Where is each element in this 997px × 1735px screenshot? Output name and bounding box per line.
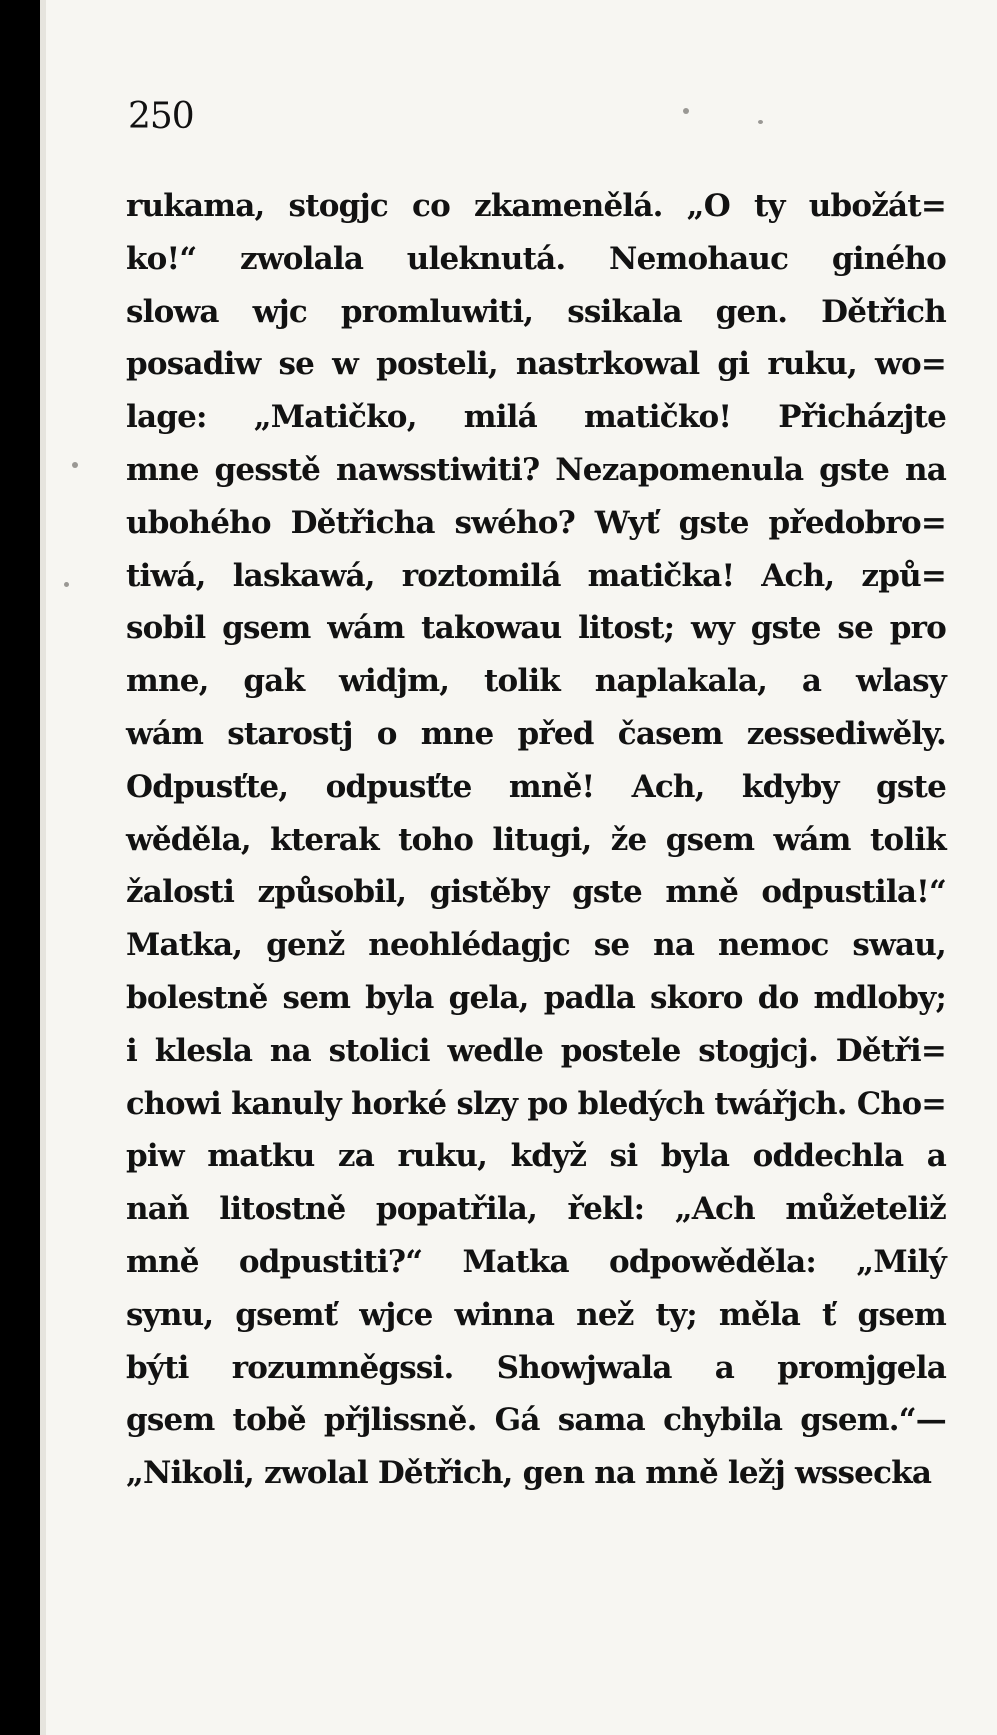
text-line: lage: „Matičko, milá matičko! Přicházjte	[126, 399, 946, 436]
book-page	[40, 0, 997, 1735]
text-line: synu, gsemť wjce winna než ty; měla ť gsem	[126, 1296, 946, 1333]
text-line: slowa wjc promluwiti, ssikala gen. Dětřich	[126, 293, 946, 330]
body-text	[126, 180, 946, 1500]
text-line: „Nikoli, zwolal Dětřich, gen na mně ležj wssecka	[126, 1455, 932, 1492]
text-line: chowi kanuly horké slzy po bledých twářjch. Cho=	[126, 1085, 946, 1122]
text-line: gsem tobě přjlissně. Gá sama chybila gsem.“—	[126, 1402, 946, 1439]
page-gutter	[40, 0, 46, 1735]
text-line: mně odpustiti?“ Matka odpowěděla: „Milý	[126, 1243, 946, 1280]
text-line: posadiw se w posteli, nastrkowal gi ruku, wo=	[126, 346, 946, 383]
page-number: 250	[128, 96, 194, 137]
text-line: ubohého Dětřicha swého? Wyť gste předobro=	[126, 504, 946, 541]
text-line: tiwá, laskawá, roztomilá matička! Ach, způ=	[126, 557, 946, 594]
text-line: wám starostj o mne před časem zessediwěly.	[126, 715, 946, 752]
page-blemish	[683, 108, 689, 114]
text-line: wěděla, kterak toho litugi, že gsem wám tolik	[126, 821, 946, 858]
text-line: i klesla na stolici wedle postele stogjcj. Dětři=	[126, 1032, 946, 1069]
page-blemish	[758, 120, 763, 124]
text-line: naň litostně popatřila, řekl: „Ach můžeteliž	[126, 1191, 946, 1228]
text-line: mne gesstě nawsstiwiti? Nezapomenula gste na	[126, 451, 946, 488]
page-blemish	[72, 462, 78, 468]
text-line: Odpusťte, odpusťte mně! Ach, kdyby gste	[126, 768, 946, 805]
text-line: piw matku za ruku, když si byla oddechla a	[126, 1138, 946, 1175]
text-line: žalosti způsobil, gistěby gste mně odpustila!“	[126, 874, 946, 911]
text-line: sobil gsem wám takowau litost; wy gste se pro	[126, 610, 946, 647]
text-line: ko!“ zwolala uleknutá. Nemohauc giného	[126, 240, 946, 277]
text-line: mne, gak widjm, tolik naplakala, a wlasy	[126, 663, 946, 700]
page-blemish	[64, 582, 69, 587]
text-line: rukama, stogjc co zkamenělá. „O ty ubožát=	[126, 188, 946, 224]
text-line: býti rozumněgssi. Showjwala a promjgela	[126, 1349, 946, 1386]
text-line: Matka, genž neohlédagjc se na nemoc swau,	[126, 927, 946, 964]
text-line: bolestně sem byla gela, padla skoro do mdloby;	[126, 979, 946, 1016]
